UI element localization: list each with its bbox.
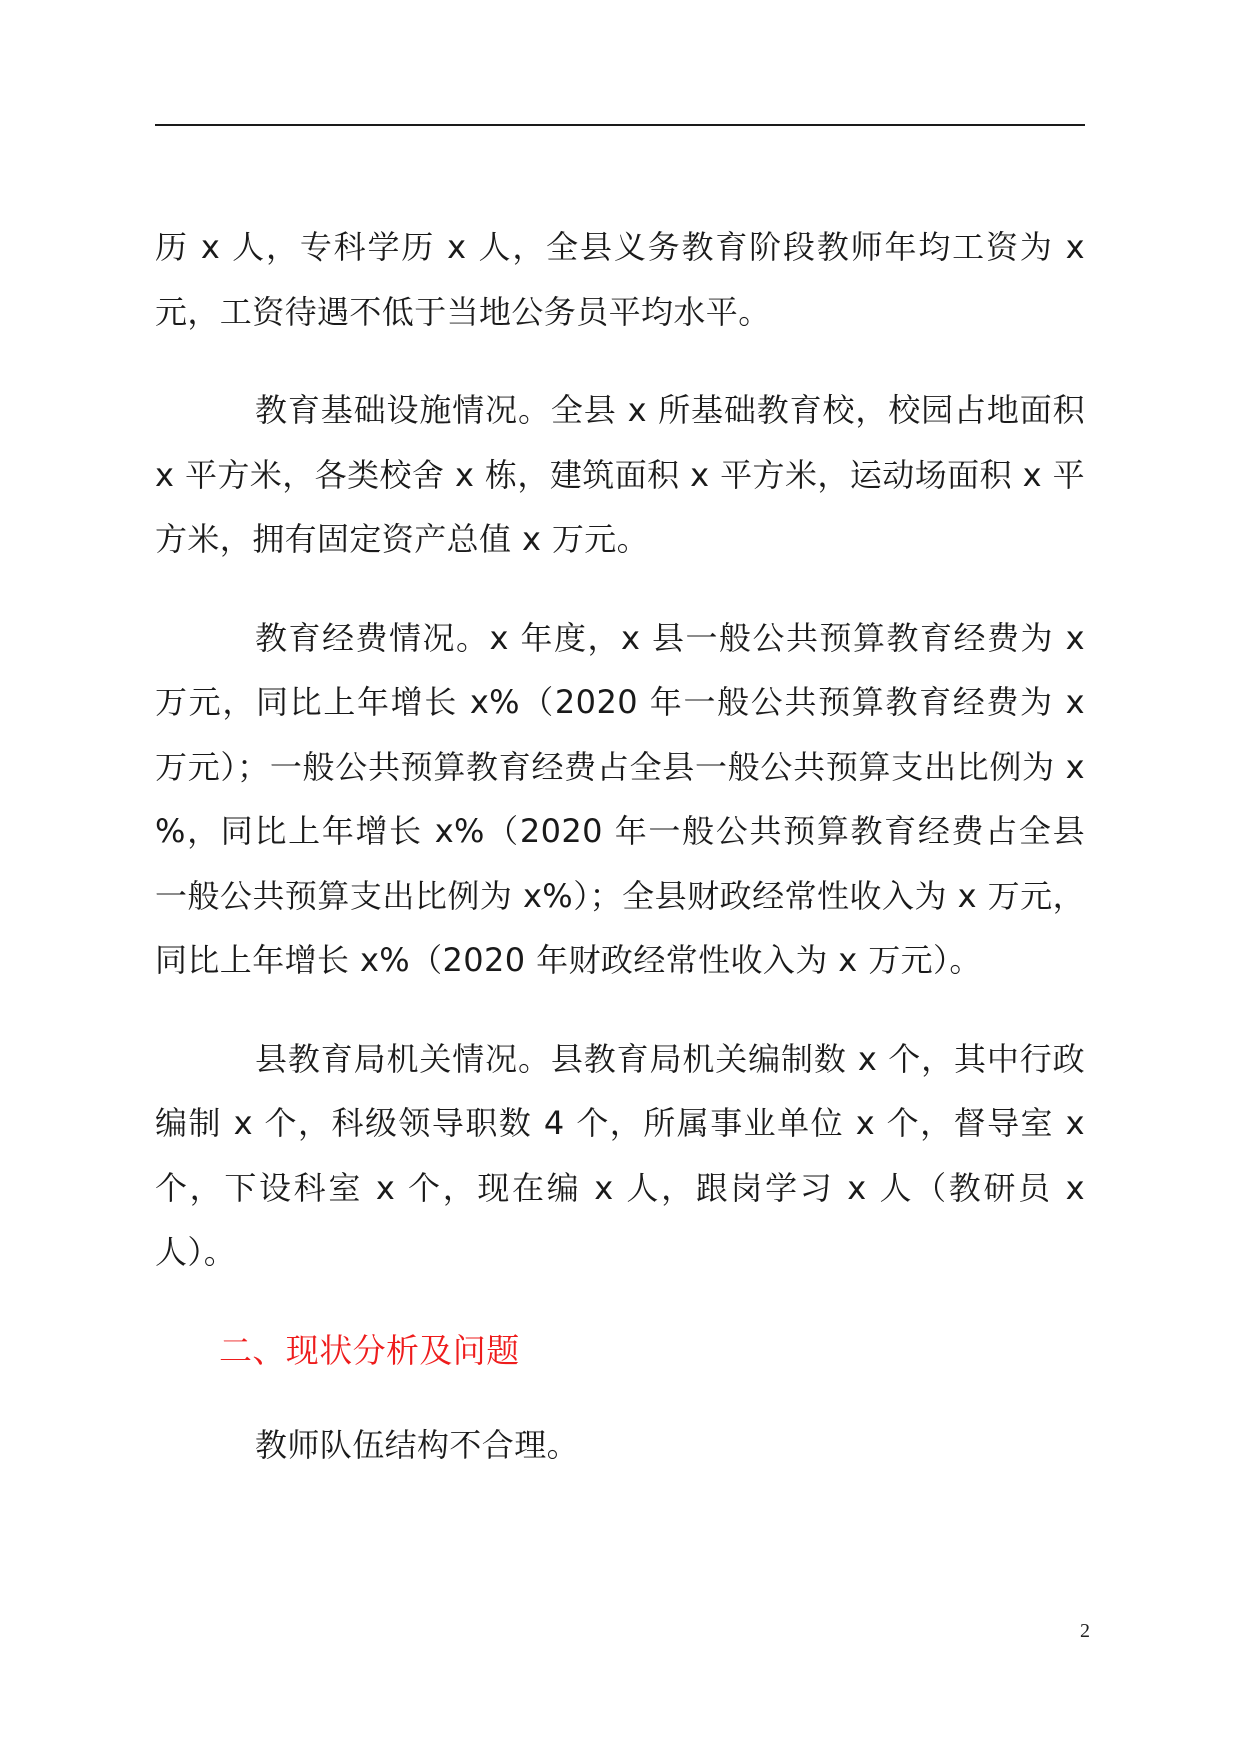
paragraph-bureau: 县教育局机关情况。县教育局机关编制数 x 个，其中行政编制 x 个，科级领导职数 4 个，所属事业单位 x 个，督导室 x 个，下设科室 x 个，现在编 x 人，跟岗学习 x 人（教研员 x 人）。 (155, 1039, 1085, 1271)
paragraph-funding: 教育经费情况。x 年度，x 县一般公共预算教育经费为 x 万元，同比上年增长 x%（2020 年一般公共预算教育经费为 x 万元）；一般公共预算教育经费占全县一般公共预算支出比例为 x %，同比上年增长 x%（2020 年一般公共预算教育经费占全县一般公共预算支出比例为 x%）；全县财政经常性收入为 x 万元，同比上年增长 x%（2020 年财政经常性收入为 x 万元）。 (155, 618, 1085, 979)
header-rule (155, 124, 1085, 126)
section-heading: 二、现状分析及问题 (219, 1330, 520, 1370)
page-number: 2 (1080, 1620, 1090, 1642)
document-body (155, 215, 1085, 1512)
paragraph-infrastructure: 教育基础设施情况。全县 x 所基础教育校，校园占地面积 x 平方米，各类校舍 x 栋，建筑面积 x 平方米，运动场面积 x 平方米，拥有固定资产总值 x 万元。 (155, 391, 1085, 558)
paragraph-teacher-structure: 教师队伍结构不合理。 (255, 1426, 580, 1464)
paragraph-continued: 历 x 人，专科学历 x 人，全县义务教育阶段教师年均工资为 x 元，工资待遇不低于当地公务员平均水平。 (155, 228, 1085, 331)
